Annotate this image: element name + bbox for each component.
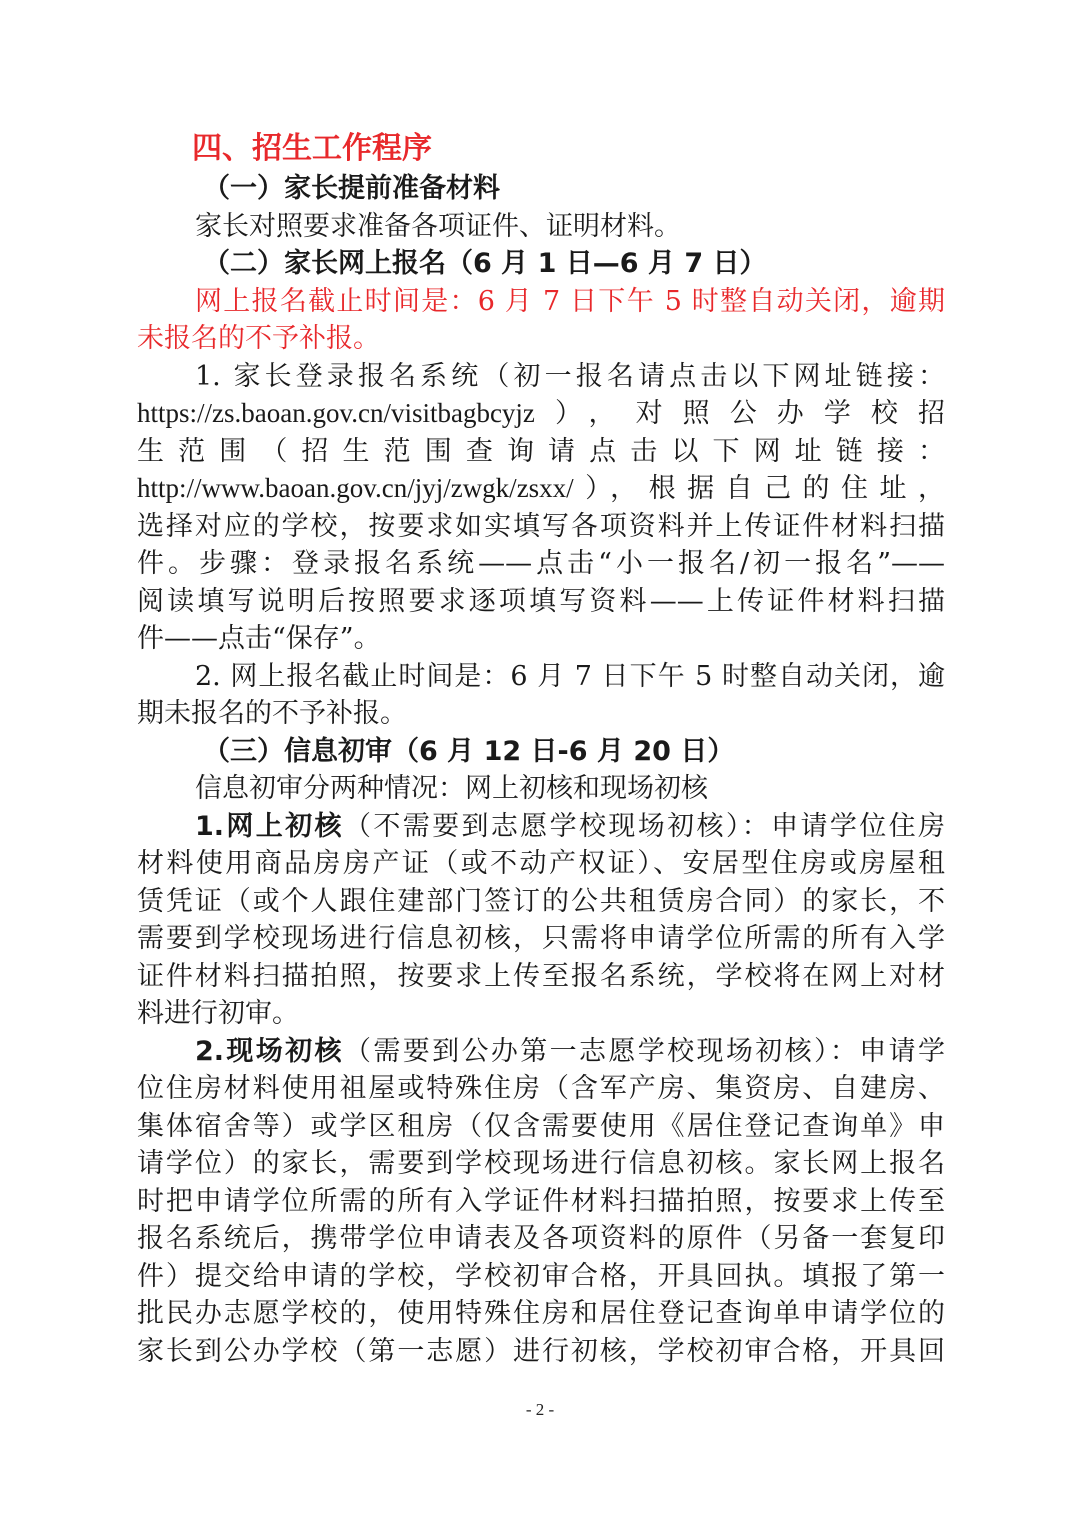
paragraph-line: 材料使用商品房房产证（或不动产权证）、安居型住房或房屋租 bbox=[137, 848, 945, 879]
online-review-text: （不需要到志愿学校现场初核）：申请学位住房 bbox=[343, 810, 945, 842]
paragraph-line: 1. 家长登录报名系统（初一报名请点击以下网址链接： bbox=[195, 360, 945, 392]
paragraph-line: 件）提交给申请的学校，学校初审合格，开具回执。填报了第一 bbox=[137, 1260, 945, 1292]
document-body bbox=[137, 128, 945, 1370]
paragraph-line: 位住房材料使用祖屋或特殊住房（含军产房、集资房、自建房、 bbox=[137, 1073, 945, 1104]
subsection-3-heading: （三）信息初审（6 月 12 日-6 月 20 日） bbox=[203, 735, 735, 767]
online-review-label: 1.网上初核 bbox=[195, 810, 344, 842]
subsection-1-heading: （一）家长提前准备材料 bbox=[203, 173, 500, 204]
paragraph-line: 选择对应的学校，按要求如实填写各项资料并上传证件材料扫描 bbox=[137, 510, 945, 542]
paragraph-line: 需要到学校现场进行信息初核，只需将申请学位所需的所有入学 bbox=[137, 923, 945, 954]
paragraph-line: 家长到公办学校（第一志愿）进行初核，学校初审合格，开具回 bbox=[137, 1335, 945, 1367]
subsection-3-intro: 信息初审分两种情况：网上初核和现场初核 bbox=[195, 773, 708, 804]
online-review-first-line bbox=[137, 808, 945, 846]
onsite-review-first-line bbox=[137, 1033, 945, 1071]
paragraph-line: 料进行初审。 bbox=[137, 998, 299, 1029]
subsection-1-body: 家长对照要求准备各项证件、证明材料。 bbox=[195, 210, 681, 242]
paragraph-line: 生范围（招生范围查询请点击以下网址链接： bbox=[137, 435, 945, 467]
paragraph-line: 2. 网上报名截止时间是：6 月 7 日下午 5 时整自动关闭，逾 bbox=[195, 660, 945, 692]
paragraph-line-url: https://zs.baoan.gov.cn/visitbagbcyjz），对照公办学校招 bbox=[137, 398, 945, 428]
paragraph-line: 集体宿舍等）或学区租房（仅含需要使用《居住登记查询单》申 bbox=[137, 1110, 945, 1142]
onsite-review-label: 2.现场初核 bbox=[195, 1035, 344, 1067]
deadline-notice-line-2: 未报名的不予补报。 bbox=[137, 323, 380, 354]
paragraph-line: 赁凭证（或个人跟住建部门签订的公共租赁房合同）的家长，不 bbox=[137, 885, 945, 917]
paragraph-line: 期未报名的不予补报。 bbox=[137, 698, 407, 729]
page-number: - 2 - bbox=[525, 1400, 555, 1419]
paragraph-line: 时把申请学位所需的所有入学证件材料扫描拍照，按要求上传至 bbox=[137, 1185, 945, 1217]
paragraph-line-url: http://www.baoan.gov.cn/jyj/zwgk/zsxx/），根据自己的住址， bbox=[137, 473, 945, 503]
section-heading: 四、招生工作程序 bbox=[192, 131, 432, 166]
paragraph-line: 报名系统后，携带学位申请表及各项资料的原件（另备一套复印 bbox=[137, 1223, 945, 1254]
paragraph-line: 证件材料扫描拍照，按要求上传至报名系统，学校将在网上对材 bbox=[137, 960, 945, 992]
paragraph-line: 件。步骤：登录报名系统——点击“小一报名/初一报名”—— bbox=[137, 548, 945, 579]
paragraph-line: 件——点击“保存”。 bbox=[137, 623, 381, 654]
onsite-review-text: （需要到公办第一志愿学校现场初核）：申请学 bbox=[343, 1035, 945, 1067]
deadline-notice-line-1: 网上报名截止时间是：6 月 7 日下午 5 时整自动关闭，逾期 bbox=[195, 285, 945, 317]
paragraph-line: 阅读填写说明后按照要求逐项填写资料——上传证件材料扫描 bbox=[137, 585, 945, 617]
paragraph-line: 批民办志愿学校的，使用特殊住房和居住登记查询单申请学位的 bbox=[137, 1298, 945, 1329]
subsection-2-heading: （二）家长网上报名（6 月 1 日—6 月 7 日） bbox=[203, 248, 767, 279]
paragraph-line: 请学位）的家长，需要到学校现场进行信息初核。家长网上报名 bbox=[137, 1148, 945, 1179]
